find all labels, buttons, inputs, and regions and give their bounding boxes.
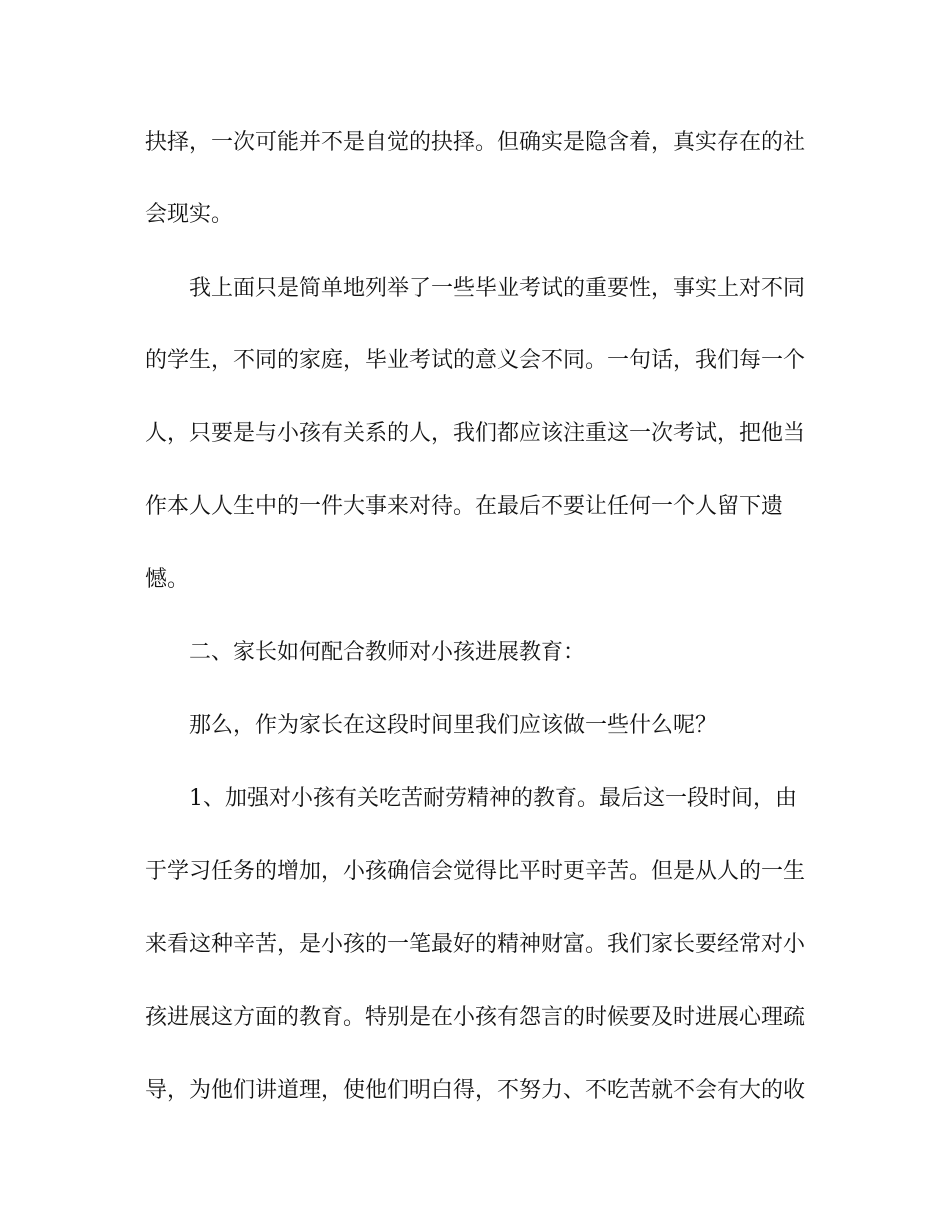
text-line: 孩进展这方面的教育。特别是在小孩有怨言的时候要及时进展心理疏 (145, 1005, 806, 1030)
paragraph-start-line: 我上面只是简单地列举了一些毕业考试的重要性，事实上对不同 (189, 276, 806, 301)
text-line: 导，为他们讲道理，使他们明白得，不努力、不吃苦就不会有大的收 (145, 1078, 806, 1103)
text-line: 于学习任务的增加，小孩确信会觉得比平时更辛苦。但是从人的一生 (145, 859, 806, 884)
text-line: 作本人人生中的一件大事来对待。在最后不要让任何一个人留下遗 (145, 494, 784, 519)
text-line: 会现实。 (145, 202, 234, 227)
text-line: 的学生，不同的家庭，毕业考试的意义会不同。一句话，我们每一个 (145, 348, 806, 373)
section-heading: 二、家长如何配合教师对小孩进展教育： (189, 640, 586, 665)
paragraph-start-line: 那么，作为家长在这段时间里我们应该做一些什么呢？ (189, 713, 718, 738)
text-line: 憾。 (145, 567, 190, 592)
text-line: 抉择，一次可能并不是自觉的抉择。但确实是隐含着，真实存在的社 (145, 130, 806, 155)
paragraph-start-line: 1、加强对小孩有关吃苦耐劳精神的教育。最后这一段时间，由 (189, 786, 797, 811)
text-line: 人，只要是与小孩有关系的人，我们都应该注重这一次考试，把他当 (145, 421, 806, 446)
text-line: 来看这种辛苦，是小孩的一笔最好的精神财富。我们家长要经常对小 (145, 932, 806, 957)
